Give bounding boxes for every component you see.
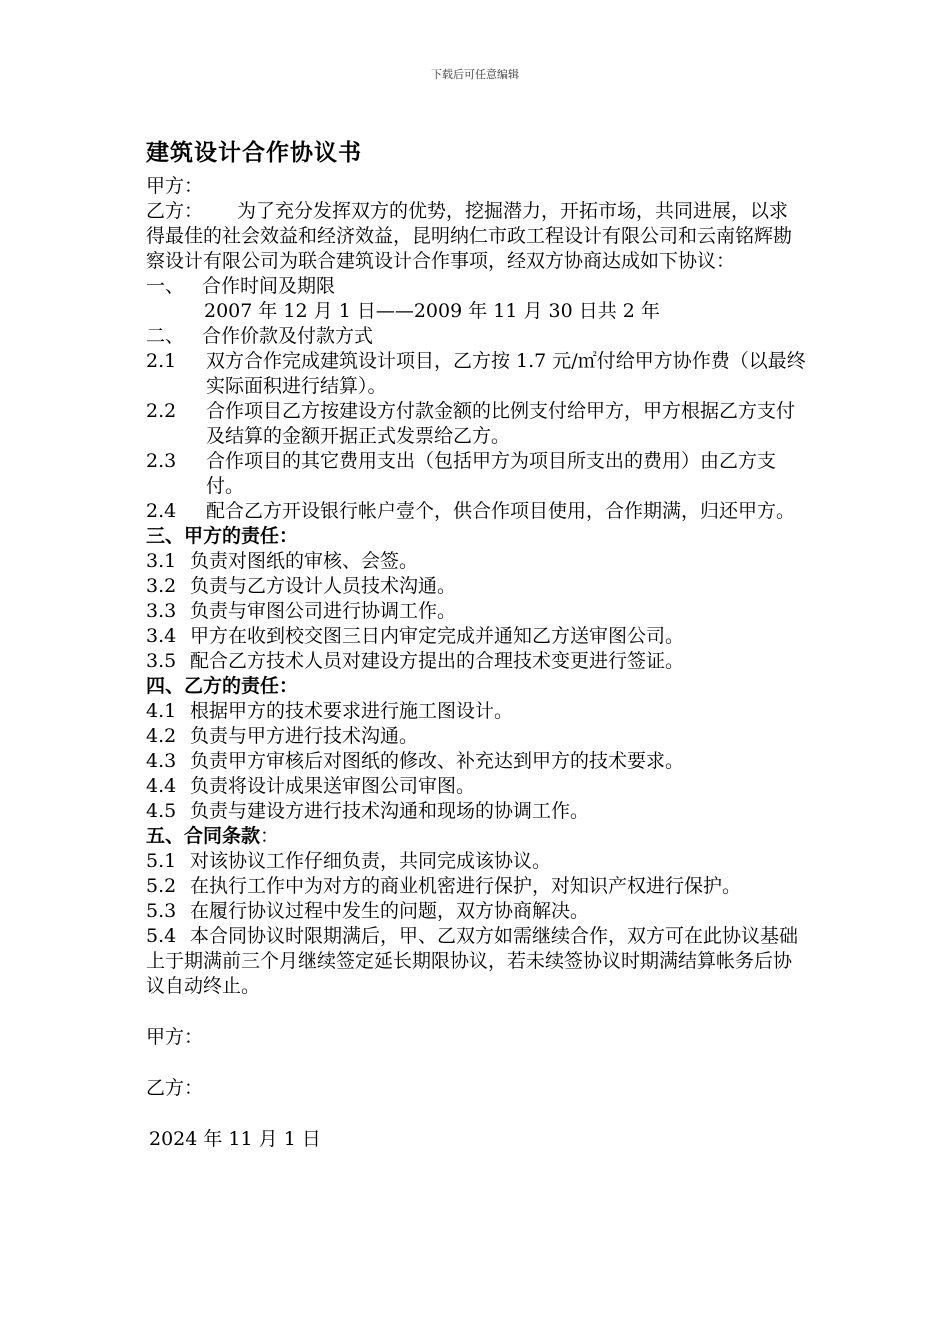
list-item xyxy=(146,749,806,774)
item-num: 4.5 xyxy=(146,800,177,822)
section-5-title-text: 五、合同条款 xyxy=(146,825,261,847)
item-text: 负责将设计成果送审图公司审图。 xyxy=(190,775,476,797)
item-text: 配合乙方技术人员对建设方提出的合理技术变更进行签证。 xyxy=(190,650,685,672)
list-item xyxy=(146,799,806,824)
item-text: 双方合作完成建筑设计项目，乙方按 1.7 元/㎡付给甲方协作费（以最终实际面积进行结算）。 xyxy=(206,350,806,397)
list-item xyxy=(146,599,806,624)
page-title: 建筑设计合作协议书 xyxy=(146,139,362,166)
list-item xyxy=(146,549,806,574)
section-1-content: 2007 年 12 月 1 日——2009 年 11 月 30 日共 2 年 xyxy=(204,300,660,322)
item-text: 负责与建设方进行技术沟通和现场的协调工作。 xyxy=(190,800,590,822)
list-item xyxy=(146,574,806,599)
sign-date: 2024 年 11 月 1 日 xyxy=(149,1128,321,1150)
item-text: 根据甲方的技术要求进行施工图设计。 xyxy=(190,700,514,722)
section-1-num: 一、 xyxy=(146,275,185,297)
item-text: 负责与甲方进行技术沟通。 xyxy=(190,725,419,747)
item-num: 2.2 xyxy=(146,400,177,422)
item-num: 4.2 xyxy=(146,725,177,747)
list-item xyxy=(146,349,806,399)
item-text: 合作项目乙方按建设方付款金额的比例支付给甲方，甲方根据乙方支付及结算的金额开据正式发票给乙方。 xyxy=(206,400,796,447)
item-text: 负责对图纸的审核、会签。 xyxy=(190,550,419,572)
section-1-title xyxy=(146,274,806,299)
list-item xyxy=(146,899,806,924)
document-body xyxy=(146,174,806,1152)
item-text: 配合乙方开设银行帐户壹个，供合作项目使用，合作期满，归还甲方。 xyxy=(206,500,796,522)
item-num: 3.1 xyxy=(146,550,177,572)
sign-party-b: 乙方： xyxy=(146,1077,204,1099)
list-item xyxy=(146,399,806,449)
item-num: 3.5 xyxy=(146,650,177,672)
section-5-title xyxy=(146,824,806,849)
list-item xyxy=(146,499,806,524)
item-num: 4.3 xyxy=(146,750,177,772)
item-text: 负责甲方审核后对图纸的修改、补充达到甲方的技术要求。 xyxy=(190,750,685,772)
item-text: 甲方在收到校交图三日内审定完成并通知乙方送审图公司。 xyxy=(190,625,685,647)
list-item xyxy=(146,849,806,874)
item-num: 2.4 xyxy=(146,500,177,522)
item-text: 在履行协议过程中发生的问题，双方协商解决。 xyxy=(190,900,590,922)
item-num: 3.4 xyxy=(146,625,177,647)
list-item xyxy=(146,924,806,999)
section-3-title: 三、甲方的责任： xyxy=(146,525,299,547)
item-num: 2.1 xyxy=(146,350,177,372)
list-item xyxy=(146,449,806,499)
item-text: 合作项目的其它费用支出（包括甲方为项目所支出的费用）由乙方支付。 xyxy=(206,450,777,497)
item-num: 5.2 xyxy=(146,875,177,897)
item-text: 对该协议工作仔细负责，共同完成该协议。 xyxy=(190,850,552,872)
item-num: 4.1 xyxy=(146,700,177,722)
item-text: 本合同协议时限期满后，甲、乙双方如需继续合作，双方可在此协议基础上于期满前三个月继续签定延长期限协议，若未续签协议时期满结算帐务后协议自动终止。 xyxy=(146,925,799,997)
sign-party-a: 甲方： xyxy=(146,1026,204,1048)
item-num: 5.3 xyxy=(146,900,177,922)
section-2-num: 二、 xyxy=(146,325,185,347)
section-2-title-text: 合作价款及付款方式 xyxy=(202,325,374,347)
item-num: 3.2 xyxy=(146,575,177,597)
list-item xyxy=(146,874,806,899)
party-b-label: 乙方： xyxy=(146,200,204,222)
list-item xyxy=(146,774,806,799)
list-item xyxy=(146,699,806,724)
intro-text: 为了充分发挥双方的优势，挖掘潜力，开拓市场，共同进展，以求得最佳的社会效益和经济效益，昆明纳仁市政工程设计有限公司和云南铭辉勘察设计有限公司为联合建筑设计合作事项，经双方协商达成如下协议： xyxy=(146,200,793,272)
item-num: 2.3 xyxy=(146,450,177,472)
item-num: 5.1 xyxy=(146,850,177,872)
item-num: 4.4 xyxy=(146,775,177,797)
section-2-title xyxy=(146,324,806,349)
item-num: 5.4 xyxy=(146,925,177,947)
list-item xyxy=(146,624,806,649)
party-a-label: 甲方： xyxy=(146,175,204,197)
header-note: 下载后可任意编辑 xyxy=(431,68,519,81)
intro-paragraph xyxy=(146,199,806,274)
section-4-title: 四、乙方的责任： xyxy=(146,675,299,697)
item-text: 负责与审图公司进行协调工作。 xyxy=(190,600,457,622)
section-1-title-text: 合作时间及期限 xyxy=(202,275,336,297)
list-item xyxy=(146,649,806,674)
item-text: 负责与乙方设计人员技术沟通。 xyxy=(190,575,457,597)
item-text: 在执行工作中为对方的商业机密进行保护，对知识产权进行保护。 xyxy=(190,875,742,897)
item-num: 3.3 xyxy=(146,600,177,622)
section-5-title-colon: ： xyxy=(260,825,280,847)
list-item xyxy=(146,724,806,749)
